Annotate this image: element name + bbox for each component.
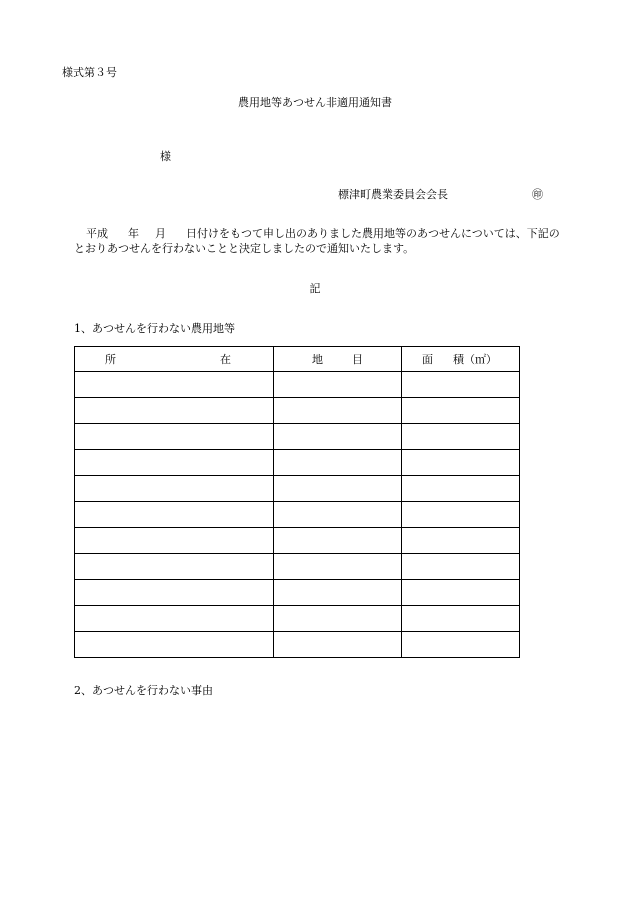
- table-row: [75, 450, 520, 476]
- location-cell: [75, 398, 274, 424]
- table-row: [75, 528, 520, 554]
- location-cell: [75, 580, 274, 606]
- table-row: [75, 476, 520, 502]
- era-label: 平成: [86, 227, 108, 240]
- table-row: [75, 502, 520, 528]
- form-number: 様式第３号: [62, 66, 117, 79]
- area-cell: [402, 580, 520, 606]
- area-cell: [402, 632, 520, 658]
- area-cell: [402, 424, 520, 450]
- table-row: [75, 580, 520, 606]
- table-row: [75, 606, 520, 632]
- header-area-part-1: 面: [422, 353, 433, 366]
- table-row: [75, 372, 520, 398]
- table-row: [75, 554, 520, 580]
- land-category-cell: [274, 398, 402, 424]
- header-land-category-part-2: 目: [352, 353, 363, 366]
- land-category-cell: [274, 580, 402, 606]
- location-cell: [75, 606, 274, 632]
- land-category-cell: [274, 632, 402, 658]
- header-location-part-1: 所: [105, 353, 116, 366]
- location-cell: [75, 554, 274, 580]
- header-area: [402, 347, 520, 372]
- land-category-cell: [274, 554, 402, 580]
- location-cell: [75, 528, 274, 554]
- land-category-cell: [274, 528, 402, 554]
- section2-heading: 2、あつせんを行わない事由: [74, 684, 213, 697]
- year-unit: 年: [128, 227, 139, 240]
- location-cell: [75, 450, 274, 476]
- table-header-row: [75, 347, 520, 372]
- location-cell: [75, 424, 274, 450]
- area-cell: [402, 528, 520, 554]
- notice-body-line-2: とおりあつせんを行わないことと決定しましたので通知いたします。: [74, 242, 415, 255]
- notice-body: [74, 226, 574, 256]
- location-cell: [75, 502, 274, 528]
- notice-body-line-1: [74, 226, 574, 241]
- area-cell: [402, 476, 520, 502]
- document-title: 農用地等あつせん非適用通知書: [238, 96, 392, 109]
- seal-mark: ㊞: [532, 188, 543, 201]
- land-category-cell: [274, 450, 402, 476]
- issuer-name: 標津町農業委員会会長: [338, 188, 448, 201]
- table-body: [75, 372, 520, 658]
- land-category-cell: [274, 424, 402, 450]
- table-row: [75, 424, 520, 450]
- area-cell: [402, 606, 520, 632]
- header-location-part-2: 在: [220, 353, 231, 366]
- area-cell: [402, 502, 520, 528]
- area-cell: [402, 398, 520, 424]
- land-category-cell: [274, 372, 402, 398]
- location-cell: [75, 632, 274, 658]
- land-category-cell: [274, 606, 402, 632]
- location-cell: [75, 476, 274, 502]
- area-cell: [402, 554, 520, 580]
- header-location: [75, 347, 274, 372]
- addressee-suffix: 様: [160, 150, 171, 163]
- section1-heading: 1、あつせんを行わない農用地等: [74, 322, 235, 335]
- area-cell: [402, 372, 520, 398]
- header-land-category-part-1: 地: [312, 353, 323, 366]
- land-category-cell: [274, 476, 402, 502]
- ki-heading: 記: [309, 282, 321, 295]
- area-cell: [402, 450, 520, 476]
- month-unit: 月: [155, 227, 166, 240]
- header-land-category: [274, 347, 402, 372]
- parcel-table: [74, 346, 520, 658]
- location-cell: [75, 372, 274, 398]
- notice-body-text-1: 日付けをもつて申し出のありました農用地等のあつせんについては、下記の: [186, 227, 560, 240]
- header-area-part-2: 積（㎡）: [453, 353, 497, 366]
- land-category-cell: [274, 502, 402, 528]
- table-row: [75, 398, 520, 424]
- table-row: [75, 632, 520, 658]
